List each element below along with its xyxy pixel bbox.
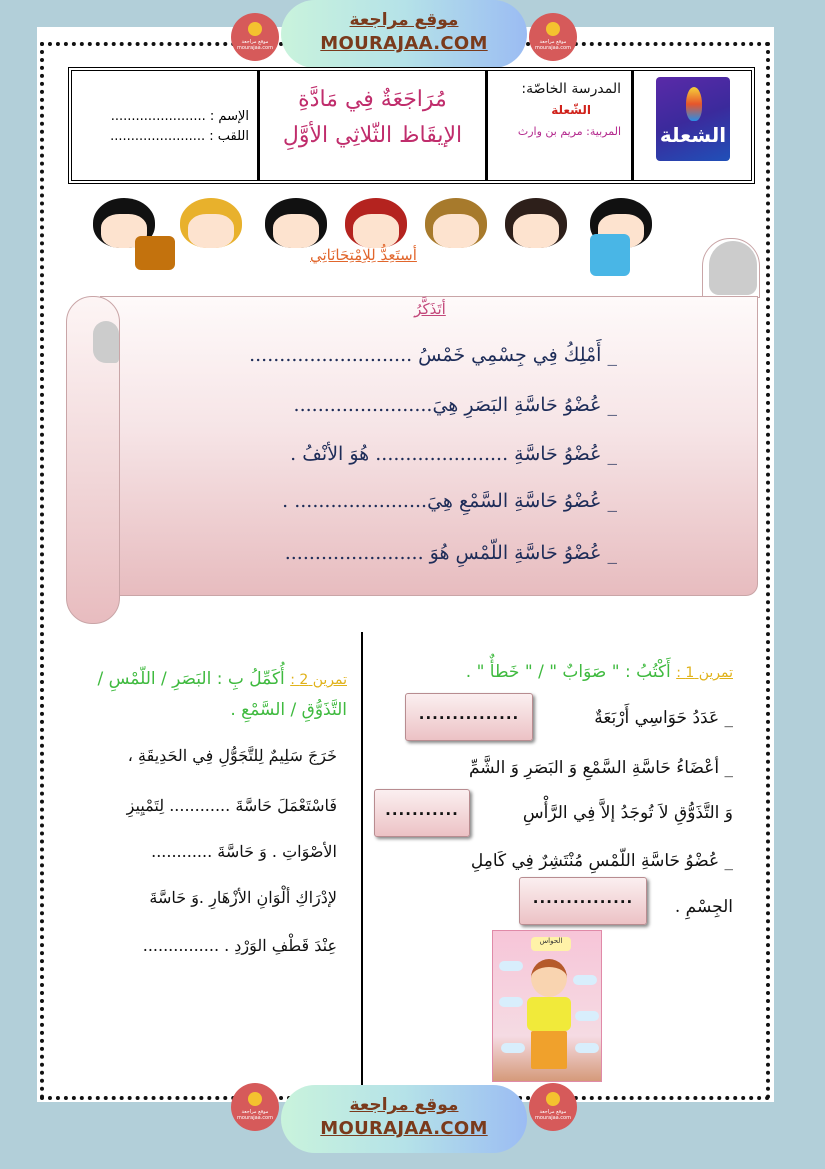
school-logo [656,77,730,161]
book-icon [546,1092,560,1106]
remember-line-4[interactable]: _ عُضْوُ حَاسَّةِ السَّمْعِ هِيَ...................... . [282,490,617,512]
school-label: المدرسة الخاصّة: [521,81,621,97]
remember-line-5[interactable]: _ عُضْوُ حَاسَّةِ اللّمْسِ هُوَ ....................... [284,542,617,564]
kid-figure [180,198,242,248]
logo-cell [634,71,751,180]
exercise-2-title [57,664,347,725]
boy-pants [531,1031,567,1069]
title-line-2: الإيقَاظ الثّلاثِي الأوَّلِ [282,123,463,148]
site-banner-bottom[interactable] [281,1085,527,1153]
school-cell [488,71,634,180]
exercise-2-label: تمرين 2 : [290,672,347,688]
badge-text-en: mourajaa.com [534,1115,571,1121]
senses-book-image [492,930,602,1082]
kid-figure [265,198,327,248]
prepare-exams-subtitle: أستَعِدُّ لِلاِمْتِحَانَاتِي [310,246,417,264]
site-badge-left-bottom [231,1083,279,1131]
boy-head [531,959,567,997]
kid-dress [135,236,175,270]
scroll-curl-right [702,238,760,298]
badge-text-en: mourajaa.com [534,45,571,51]
school-name: الشّعلة [551,103,591,117]
book-title: الحواس [531,937,571,951]
exercise-1-instruction: أَكْتُبُ : " صَوَابٌ " / " خَطأٌ " . [465,662,671,682]
exercise-2-line-1: خَرَجَ سَلِيمٌ لِلتَّجَوُّلِ فِي الحَدِيقَةِ ، [127,746,337,765]
exercise-2-line-3[interactable]: الأصْوَاتِ . وَ حَاسَّةَ ............ [151,842,337,861]
kid-dress [590,234,630,276]
answer-box-1[interactable]: ............... [405,693,533,741]
remember-line-2[interactable]: _ عُضْوُ حَاسَّةِ البَصَرِ هِيَ....................... [293,394,617,416]
exercise-1-line-1: _ عَدَدُ حَوَاسِي أَرْبَعَةٌ [594,708,733,728]
boy-shirt [527,997,571,1031]
book-icon [248,1092,262,1106]
site-badge-right-bottom [529,1083,577,1131]
surname-field[interactable]: اللقب : ....................... [110,129,249,144]
badge-text-ar: موقع مراجعة [241,39,269,45]
exercise-2-instruction: أُكَمِّلُ بِ : البَصَرِ / اللّمْسِ / التَّذَوُّقِ / السَّمْعِ . [97,669,347,720]
exercise-1-line-4: _ عُضْوُ حَاسَّةِ اللّمْسِ مُنْتَشِرٌ فِي كَامِلِ [470,851,733,871]
site-badge-left-top [231,13,279,61]
exercise-2-line-2[interactable]: فَاسْتَعْمَلَ حَاسَّةَ ............ لِتَمْيِيزِ [126,796,337,815]
badge-text-ar: موقع مراجعة [241,1109,269,1115]
exercise-2-line-5[interactable]: عِنْدَ قَطْفِ الوَرْدِ . ............... [142,936,337,955]
banner-latin: MOURAJAA.COM [320,1118,488,1139]
scroll-roll-left [66,296,120,624]
kid-figure [505,198,567,248]
header-table [68,67,755,184]
remember-line-3[interactable]: _ عُضْوُ حَاسَّةِ ...................... هُوَ الأنْفُ . [290,443,617,465]
title-cell [260,71,488,180]
book-icon [248,22,262,36]
exercise-1-label: تمرين 1 : [676,665,733,681]
site-banner-top[interactable] [281,0,527,68]
badge-text-en: mourajaa.com [236,45,273,51]
flame-icon [686,87,702,121]
teacher-name: المربية: مريم بن وارث [517,125,621,138]
kid-figure [345,198,407,248]
exercise-1-line-5: الجِسْمِ . [674,897,733,917]
badge-text-en: mourajaa.com [236,1115,273,1121]
badge-text-ar: موقع مراجعة [539,1109,567,1115]
answer-box-3[interactable]: ............... [519,877,647,925]
badge-text-ar: موقع مراجعة [539,39,567,45]
logo-text: الشعلة [659,123,727,147]
kid-figure [425,198,487,248]
title-line-1: مُرَاجَعَةٌ فِي مَادَّةِ [298,87,447,112]
banner-latin: MOURAJAA.COM [320,33,488,54]
banner-arabic: موقع مراجعة [349,10,459,30]
banner-arabic: موقع مراجعة [349,1095,459,1115]
exercise-1-line-3: وَ التَّذَوُّقِ لاَ تُوجَدُ إلاَّ فِي الرَّأْسِ [522,803,733,823]
site-badge-right-top [529,13,577,61]
exercise-2-line-4: لإدْرَاكِ ألْوَانِ الأزْهَارِ .وَ حَاسَّةَ [149,888,337,907]
column-divider [361,632,363,1098]
remember-line-1[interactable]: _ أَمْلِكُ فِي جِسْمِي خَمْسُ ........................... [249,344,617,366]
student-info-cell [72,71,260,180]
answer-box-2[interactable]: ........... [374,789,470,837]
exercise-1-title [466,662,733,682]
book-icon [546,22,560,36]
name-field[interactable]: الإسم : ....................... [110,109,249,124]
kids-banner-image [85,194,680,282]
remember-title: أتَذَكَّرُ [414,300,446,318]
exercise-1-line-2: _ أعْضَاءُ حَاسَّةِ السَّمْعِ وَ البَصَرِ وَ الشَّمِّ [468,758,733,778]
